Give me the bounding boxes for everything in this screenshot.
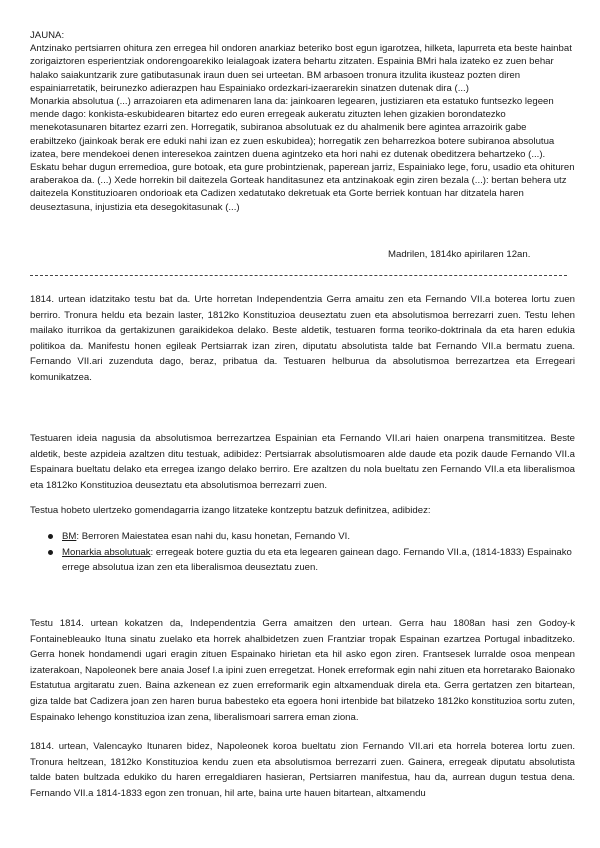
- body-paragraph: Testua hobeto ulertzeko gomendagarria izango litzateke kontzeptu batzuk definitzea, adibidez:: [30, 505, 431, 516]
- body-paragraph: Testuaren ideia nagusia da absolutismoa berrezartzea Espainian eta Fernando VII.ari haien onarpena transmititzea. Beste aldetik, beste azpideia azaltzen ditu testuak, adibidez: Pertsiarrak absolutismoaren alde daude eta pozik daude Fernando VII.a Espainara bueltatu delako eta erregea izango delako berriro. Ere azaltzen du nola bueltatu zen Fernando VII.a eta liberalismoa eta 1812ko Konstituzioa deuseztatu eta absolutismoa berrezarri zuen.: [30, 433, 575, 491]
- definitions-list: [48, 529, 575, 576]
- section-divider: [30, 275, 567, 276]
- body-paragraph: 1814. urtean idatzitako testu bat da. Urte horretan Independentzia Gerra amaitu zen eta Fernando VII.a boterea lortu zuen berriro. Tronura heldu eta bezain laster, 1812ko Konstituzioa deuseztatu zuen eta absolutismoa berrezarri zuen. Testu lehen mailako iturrikoa da gertakizunen garaikidekoa delako. Beste aldetik, testuaren forma teoriko-doktrinala da eta haren edukia politikoa da. Manifestu honen egileak Pertsiarrak izan ziren, diputatu absolutista talde bat Fernando VII.a bermatu zuena. Fernando VII.ari zuzenduta dago, beraz, pribatua da. Testuaren helburua da absolutismoa berrezartzea eta Erregeari komunikatzea.: [30, 294, 575, 383]
- manifesto-quote: [30, 29, 575, 214]
- definition-text: : Berroren Maiestatea esan nahi du, kasu honetan, Fernando VI.: [76, 531, 350, 542]
- quote-place-date: Madrilen, 1814ko apirilaren 12an.: [388, 249, 531, 260]
- body-paragraph: Testu 1814. urtean kokatzen da, Independentzia Gerra amaitzen den urtean. Gerra hau 1808an hasi zen Godoy-k Fontainebleauko Ituna sinatu zuelako eta horrek ahalbidetzen zuen Frantziar tropak Espainan ezartzea Portugal inbaditzeko. Gerra honek hondamendi ugari eragin zituen Espainako hirietan eta hil asko egon ziren. Frantsesek lurralde osoa menpean izaterakoan, Napoleonek bere anaia Josef I.a ipini zuen erregetzat. Honek erreformak egin nahi zituen eta horretarako Baionako Estatutua argitaratu zuen. Baina azkenean ez zuen erreformarik egin altxamenduak direla eta. Gerra gertatzen zen bitartean, giza talde bat Cadizera joan zen haren burua babesteko eta egoera honi irtenbide bat bilatzeko 1812ko konstituzioa sortu zuten, Espainako lehengo konstituzioa izan zena, liberalismoari sarrera eman ziona.: [30, 618, 575, 723]
- definition-term: BM: [62, 531, 77, 542]
- definition-item: [48, 545, 575, 576]
- quote-salutation: JAUNA:: [30, 30, 65, 41]
- body-paragraph: 1814. urtean, Valencayko Itunaren bidez, Napoleonek koroa bueltatu zion Fernando VII.ari eta horrela boterea lortu zuen. Tronura heltzean, 1812ko Konstituzioa kendu zuen eta absolutismoa berrezarri zuen. Gainera, erregeak diputatu absolutista talde baten bultzada edukiko du haren erregaldiaren hasieran, Pertsiarren manifestua, hau da, aurrean dugun testua dena. Fernando VII.a 1814-1833 egon zen tronuan, hil arte, baina urte hauen bitartean, altxamendu: [30, 741, 575, 799]
- bullet-icon: [48, 534, 53, 539]
- definition-text: : erregeak botere guztia du eta eta legearen gainean dago. Fernando VII.a, (1814-1833) Espainako errege absolutua izan zen eta liberalismoa deuseztatu zuen.: [62, 546, 572, 574]
- definition-term: Monarkia absolutuak: [62, 546, 151, 558]
- bullet-icon: [48, 550, 53, 555]
- quote-paragraph: Monarkia absolutua (...) arrazoiaren eta adimenaren lana da: jainkoaren legearen, justiziaren eta estatuko funtsezko legeen mende dago: konkista-eskubidearen bitartez edo euren erregeak aukeratu zituzten lehen gizakien borondatezko menekotasunaren bitartez ezarri zen. Horregatik, subiranoa absolutuak ez du ahalmenik bere agintea arrazoirik gabe erabiltzeko (jainkoak berak ere eduki nahi izan ez zuen eskubidea); horregatik zen beharrezkoa botere subiranoa absolutua izatea, bere mendekoei denen interesekoa zaintzen duena agintzeko eta hori nahi ez dutenak obeditzera behartzeko (...).: [30, 96, 555, 160]
- definition-item: [48, 529, 575, 545]
- quote-paragraph: Antzinako pertsiarren ohitura zen erregea hil ondoren anarkiaz beteriko bost egun igarotzea, hilketa, lapurreta eta beste hainbat zorigaiztoren esperientziak ondorengoarekiko leialagoak izatera behartu zitzaten. Espainia BMri hala izateko ez zuen behar halako saiakuntzarik zure gatibutasunak iraun duen sei urteetan. BM arbasoen tronura itzulita ikusteaz pozten diren espainiarretatik, beirunezko adierazpen hau Espainiako ordezkari-izaerarekin sinatzen dutenak dira (...): [30, 43, 572, 94]
- quote-paragraph: Eskatu behar dugun erremedioa, gure botoak, eta gure probintzienak, paperean jarriz, Espainiako lege, foru, usadio eta ohituren araberakoa da. (...) Xede horrekin bil daitezela Gorteak handitasunez eta antzinakoak egin ziren bezala (...): bertan behera utz daitezela Konstituzioaren ondorioak eta Cadizen xedatutako dekretuak eta Gorte berriek kontuan har ditzatela haren deuseztasuna, injustizia eta desegokitasunak (...): [30, 162, 575, 213]
